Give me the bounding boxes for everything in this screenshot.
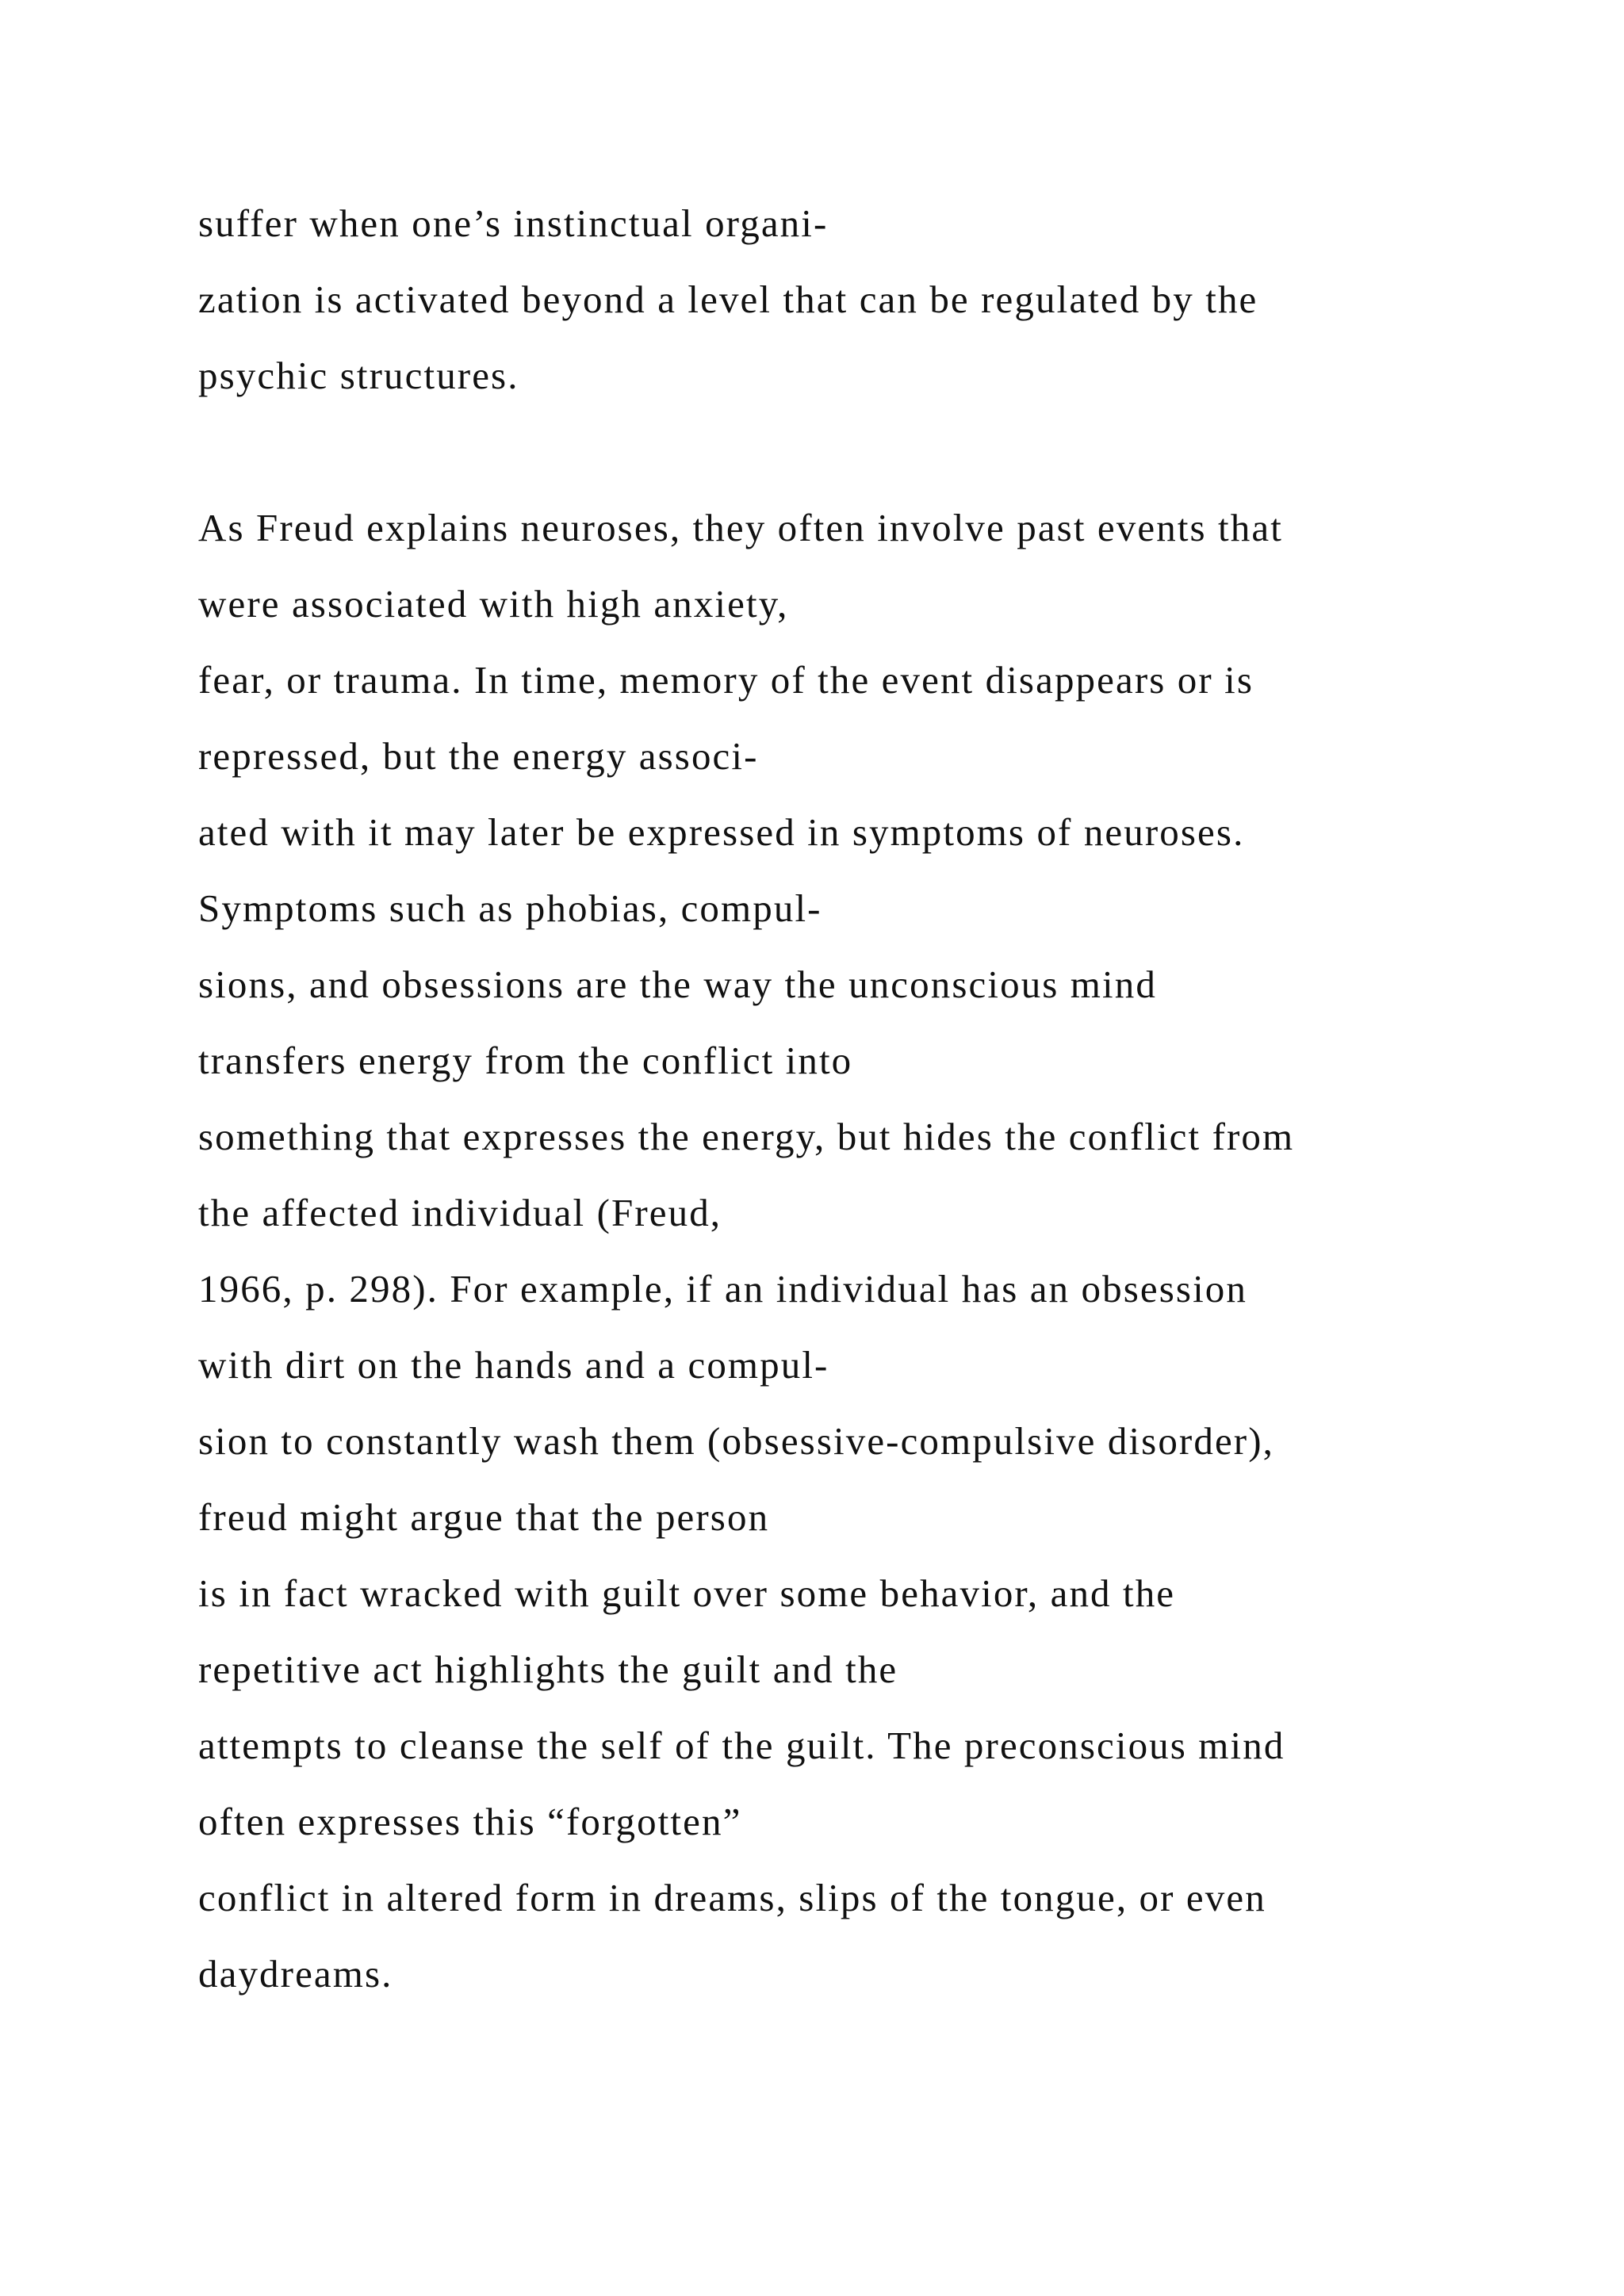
text-line: repressed, but the energy associ- xyxy=(198,734,759,778)
text-line: sions, and obsessions are the way the unconscious mind xyxy=(198,962,1157,1006)
text-line: sion to constantly wash them (obsessive-compulsive disorder), xyxy=(198,1419,1274,1463)
text-line: is in fact wracked with guilt over some behavior, and the xyxy=(198,1571,1176,1615)
text-line: transfers energy from the conflict into xyxy=(198,1039,853,1082)
text-line: suffer when one’s instinctual organi- xyxy=(198,201,829,245)
text-line: with dirt on the hands and a compul- xyxy=(198,1343,829,1387)
text-line: fear, or trauma. In time, memory of the event disappears or is xyxy=(198,658,1254,702)
text-line: Symptoms such as phobias, compul- xyxy=(198,886,822,930)
text-line: repetitive act highlights the guilt and the xyxy=(198,1647,898,1691)
text-line: freud might argue that the person xyxy=(198,1495,770,1539)
text-line: daydreams. xyxy=(198,1952,393,1996)
text-line: zation is activated beyond a level that can be regulated by the xyxy=(198,277,1258,321)
text-line: ated with it may later be expressed in symptoms of neuroses. xyxy=(198,810,1245,854)
text-line: attempts to cleanse the self of the guilt. The preconscious mind xyxy=(198,1724,1285,1767)
text-line: often expresses this “forgotten” xyxy=(198,1800,742,1843)
text-line: were associated with high anxiety, xyxy=(198,582,789,626)
text-line: 1966, p. 298). For example, if an individual has an obsession xyxy=(198,1267,1247,1311)
text-line: As Freud explains neuroses, they often involve past events that xyxy=(198,506,1283,549)
text-line: something that expresses the energy, but hides the conflict from xyxy=(198,1115,1295,1158)
text-line: the affected individual (Freud, xyxy=(198,1191,722,1234)
text-line: conflict in altered form in dreams, slips of the tongue, or even xyxy=(198,1876,1266,1919)
text-line: psychic structures. xyxy=(198,354,519,397)
